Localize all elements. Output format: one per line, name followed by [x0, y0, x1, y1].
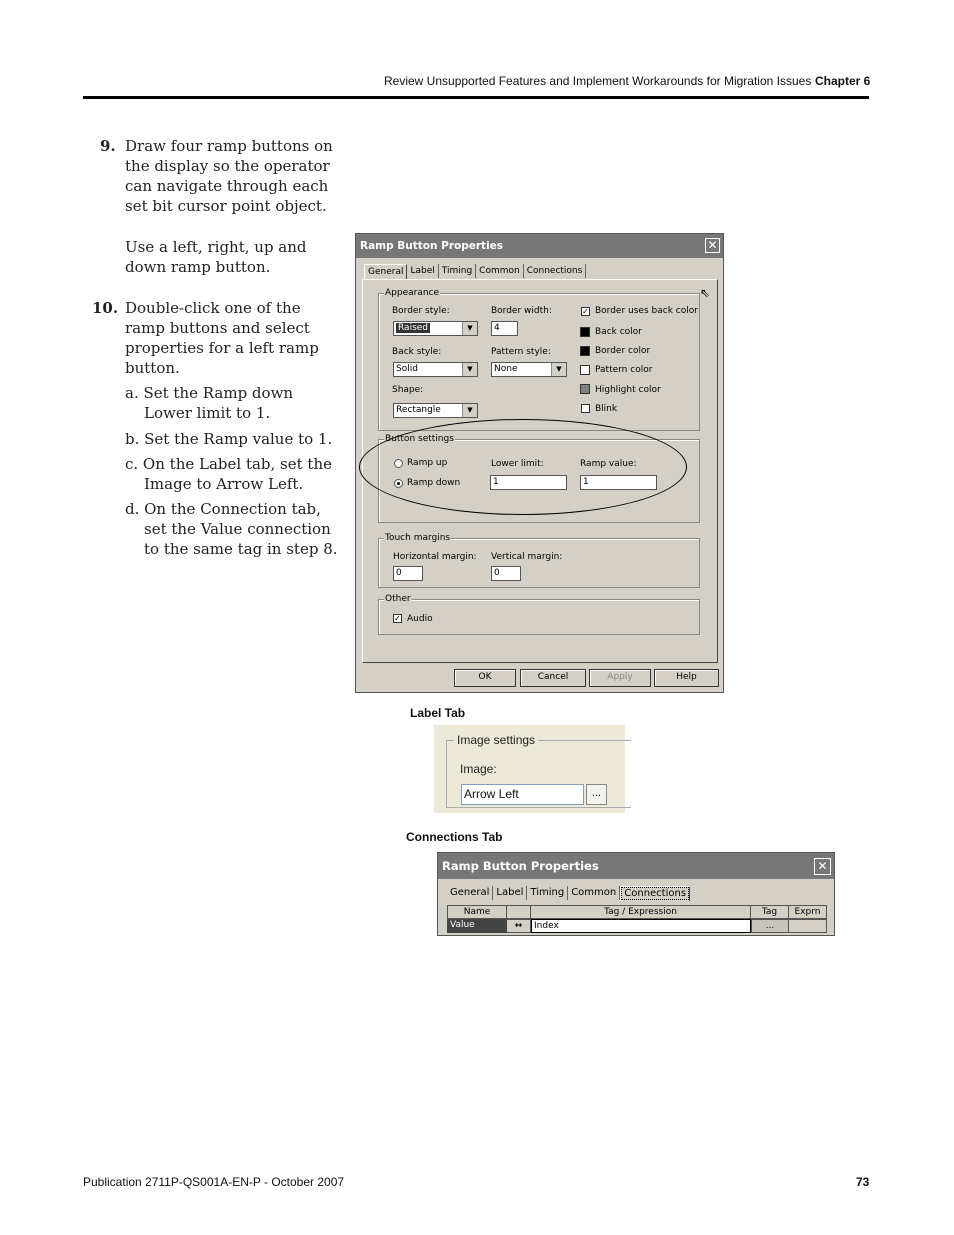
step-10-line: Double-click one of the [125, 299, 301, 317]
step-10-line: button. [125, 359, 180, 377]
tab-connections[interactable]: Connections [524, 264, 587, 278]
connections-tab-strip [447, 886, 690, 901]
chevron-down-icon[interactable]: ▼ [462, 363, 477, 376]
blink-checkbox[interactable] [581, 404, 590, 413]
vertical-margin-label: Vertical margin: [491, 552, 563, 562]
table-row[interactable] [447, 919, 827, 933]
step-10-text [125, 298, 319, 378]
substep-line: a. Set the Ramp down [125, 384, 294, 402]
tab-connections[interactable]: Connections [620, 886, 690, 901]
appearance-group-label: Appearance [385, 288, 440, 298]
ramp-up-label: Ramp up [407, 458, 448, 468]
tab-common[interactable]: Common [476, 264, 524, 278]
shape-value: Rectangle [396, 405, 441, 415]
tab-label[interactable]: Label [493, 886, 527, 900]
step-9-note-line: down ramp button. [125, 258, 271, 276]
connections-grid-header [447, 905, 827, 919]
substep-d [125, 499, 338, 559]
ok-button[interactable]: OK [454, 669, 516, 687]
step-9-note-line: Use a left, right, up and [125, 238, 307, 256]
chevron-down-icon[interactable]: ▼ [462, 404, 477, 417]
horizontal-margin-label: Horizontal margin: [393, 552, 477, 562]
substep-line: to the same tag in step 8. [144, 540, 338, 558]
touch-margins-group [378, 538, 700, 588]
border-style-dropdown[interactable] [393, 321, 478, 336]
lower-limit-label: Lower limit: [491, 459, 544, 469]
bidirectional-arrow-icon: ↔ [507, 919, 531, 933]
step-9-line: can navigate through each [125, 177, 329, 195]
image-label: Image: [460, 762, 497, 776]
shape-label: Shape: [392, 385, 424, 395]
label-tab-screenshot [434, 725, 625, 813]
substep-line: set the Value connection [144, 520, 331, 538]
label-tab-caption: Label Tab [410, 706, 466, 720]
tab-strip [364, 264, 586, 280]
image-settings-group-label: Image settings [454, 733, 538, 747]
other-group-label: Other [385, 594, 411, 604]
publication-footer: Publication 2711P-QS001A-EN-P - October 2007 [83, 1175, 345, 1189]
row-exprn-cell[interactable] [789, 919, 827, 933]
tab-timing[interactable]: Timing [439, 264, 476, 278]
chapter-label: Chapter 6 [815, 74, 871, 88]
step-10-line: properties for a left ramp [125, 339, 319, 357]
pattern-color-label: Pattern color [595, 365, 653, 375]
tab-general[interactable]: General [364, 264, 407, 279]
border-uses-back-color-checkbox[interactable]: ✓ [582, 307, 589, 316]
border-width-input[interactable]: 4 [491, 321, 518, 336]
row-tag-input[interactable]: Index [531, 919, 751, 933]
substep-line: b. Set the Ramp value to 1. [125, 430, 333, 448]
back-style-value: Solid [396, 364, 418, 374]
border-width-label: Border width: [491, 306, 552, 316]
substep-line: Image to Arrow Left. [144, 475, 304, 493]
tab-timing[interactable]: Timing [527, 886, 568, 900]
column-name-header: Name [447, 905, 507, 919]
apply-button[interactable]: Apply [589, 669, 651, 687]
touch-margins-group-label: Touch margins [385, 533, 451, 543]
step-9-line: set bit cursor point object. [125, 197, 327, 215]
substep-a [125, 383, 293, 423]
back-color-label: Back color [595, 327, 642, 337]
connections-title-bar [438, 853, 834, 879]
vertical-margin-input[interactable]: 0 [491, 566, 521, 581]
tab-common[interactable]: Common [568, 886, 620, 900]
connections-title: Ramp Button Properties [442, 859, 599, 873]
border-style-label: Border style: [392, 306, 450, 316]
cancel-button[interactable]: Cancel [520, 669, 586, 687]
step-9-text [125, 136, 333, 216]
tab-general[interactable]: General [447, 886, 493, 900]
connections-tab-screenshot [437, 852, 835, 936]
pattern-color-swatch[interactable] [580, 365, 590, 375]
substep-line: d. On the Connection tab, [125, 500, 321, 518]
border-color-swatch[interactable] [580, 346, 590, 356]
highlight-ellipse [359, 419, 687, 515]
pattern-style-label: Pattern style: [491, 347, 551, 357]
mouse-cursor-icon: ⇖ [700, 286, 711, 300]
column-tag-header: Tag [751, 905, 789, 919]
step-9-number: 9. [100, 137, 116, 155]
step-9-note [125, 237, 307, 277]
border-color-label: Border color [595, 346, 651, 356]
ramp-down-label: Ramp down [407, 478, 461, 488]
step-10-line: ramp buttons and select [125, 319, 310, 337]
highlight-color-label: Highlight color [595, 385, 661, 395]
column-tag-expression-header: Tag / Expression [531, 905, 751, 919]
row-name-cell[interactable]: Value [447, 919, 507, 933]
back-style-dropdown[interactable] [393, 362, 478, 377]
shape-dropdown[interactable] [393, 403, 478, 418]
highlight-color-swatch[interactable] [580, 384, 590, 394]
help-button[interactable]: Help [654, 669, 719, 687]
tag-browse-button[interactable]: ... [751, 919, 789, 933]
button-settings-group-label: Button settings [385, 434, 454, 444]
chevron-down-icon[interactable]: ▼ [551, 363, 566, 376]
step-10-number: 10. [92, 299, 119, 317]
chevron-down-icon[interactable]: ▼ [462, 322, 477, 335]
lower-limit-input[interactable]: 1 [490, 475, 567, 490]
dialog-title-bar [356, 234, 723, 258]
back-style-label: Back style: [392, 347, 442, 357]
image-browse-button[interactable]: ... [586, 784, 607, 805]
substep-c [125, 454, 332, 494]
pattern-style-dropdown[interactable] [491, 362, 567, 377]
ramp-value-label: Ramp value: [580, 459, 637, 469]
column-direction-header [507, 905, 531, 919]
blink-label: Blink [595, 404, 618, 414]
step-9-line: Draw four ramp buttons on [125, 137, 333, 155]
horizontal-margin-input[interactable]: 0 [393, 566, 423, 581]
tab-label[interactable]: Label [407, 264, 438, 278]
page-number: 73 [856, 1175, 870, 1189]
substep-line: c. On the Label tab, set the [125, 455, 332, 473]
pattern-style-value: None [494, 364, 518, 374]
ramp-value-input[interactable]: 1 [580, 475, 657, 490]
dialog-title: Ramp Button Properties [360, 240, 504, 252]
substep-b [125, 429, 332, 449]
connections-tab-caption: Connections Tab [406, 830, 503, 844]
audio-label: Audio [407, 614, 433, 624]
close-icon[interactable]: ✕ [705, 238, 720, 253]
ramp-button-properties-dialog [355, 233, 724, 693]
audio-checkbox[interactable]: ✓ [394, 614, 401, 623]
back-color-swatch[interactable] [580, 327, 590, 337]
image-input[interactable]: Arrow Left [461, 784, 584, 805]
step-9-line: the display so the operator [125, 157, 330, 175]
substep-line: Lower limit to 1. [144, 404, 271, 422]
close-icon[interactable]: ✕ [814, 858, 831, 875]
border-style-value: Raised [398, 323, 429, 333]
column-exprn-header: Exprn [789, 905, 827, 919]
border-uses-back-color-label: Border uses back color [595, 306, 698, 316]
running-header: Review Unsupported Features and Implement Workarounds for Migration Issues [384, 74, 812, 88]
header-rule [83, 96, 869, 99]
